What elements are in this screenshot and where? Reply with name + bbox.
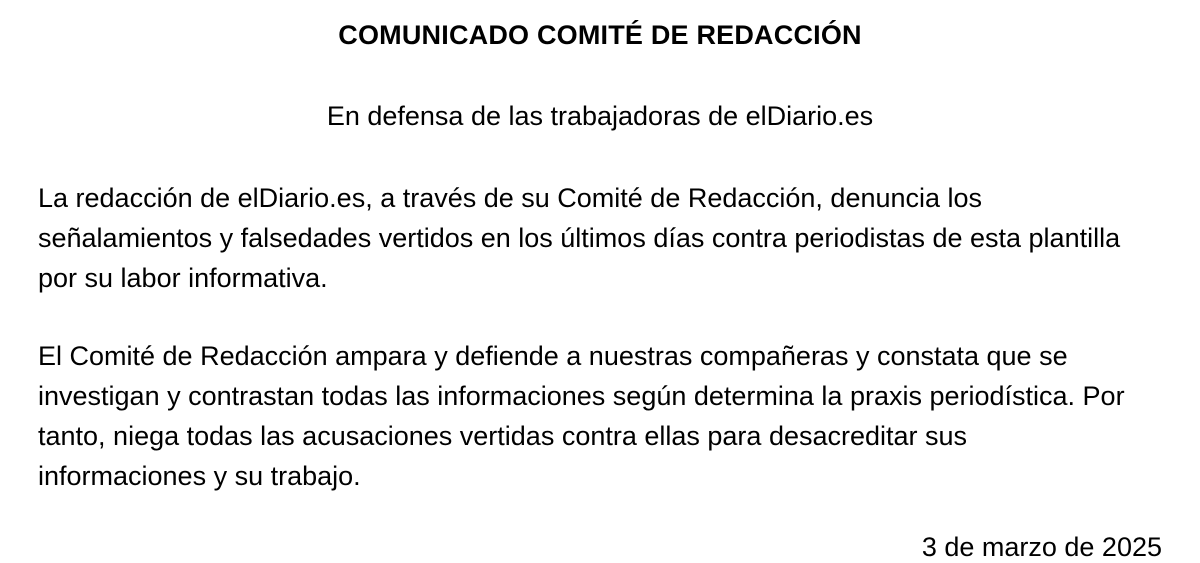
paragraph-defensa: El Comité de Redacción ampara y defiende a nuestras compañeras y constata que se investigan y contrastan todas las informaciones según determina la praxis periodística. Por tanto, niega todas las acusaciones vertidas contra ellas para desacreditar sus informaciones y su trabajo. [38,341,1125,491]
document-date: 3 de marzo de 2025 [921,532,1162,562]
document-body [0,132,1200,496]
document-title: COMUNICADO COMITÉ DE REDACCIÓN [338,20,862,50]
paragraph-denuncia: La redacción de elDiario.es, a través de su Comité de Redacción, denuncia los señalamientos y falsedades vertidos en los últimos días contra periodistas de esta plantilla por su labor informativa. [38,183,1121,293]
document-subtitle: En defensa de las trabajadoras de elDiario.es [326,101,874,131]
